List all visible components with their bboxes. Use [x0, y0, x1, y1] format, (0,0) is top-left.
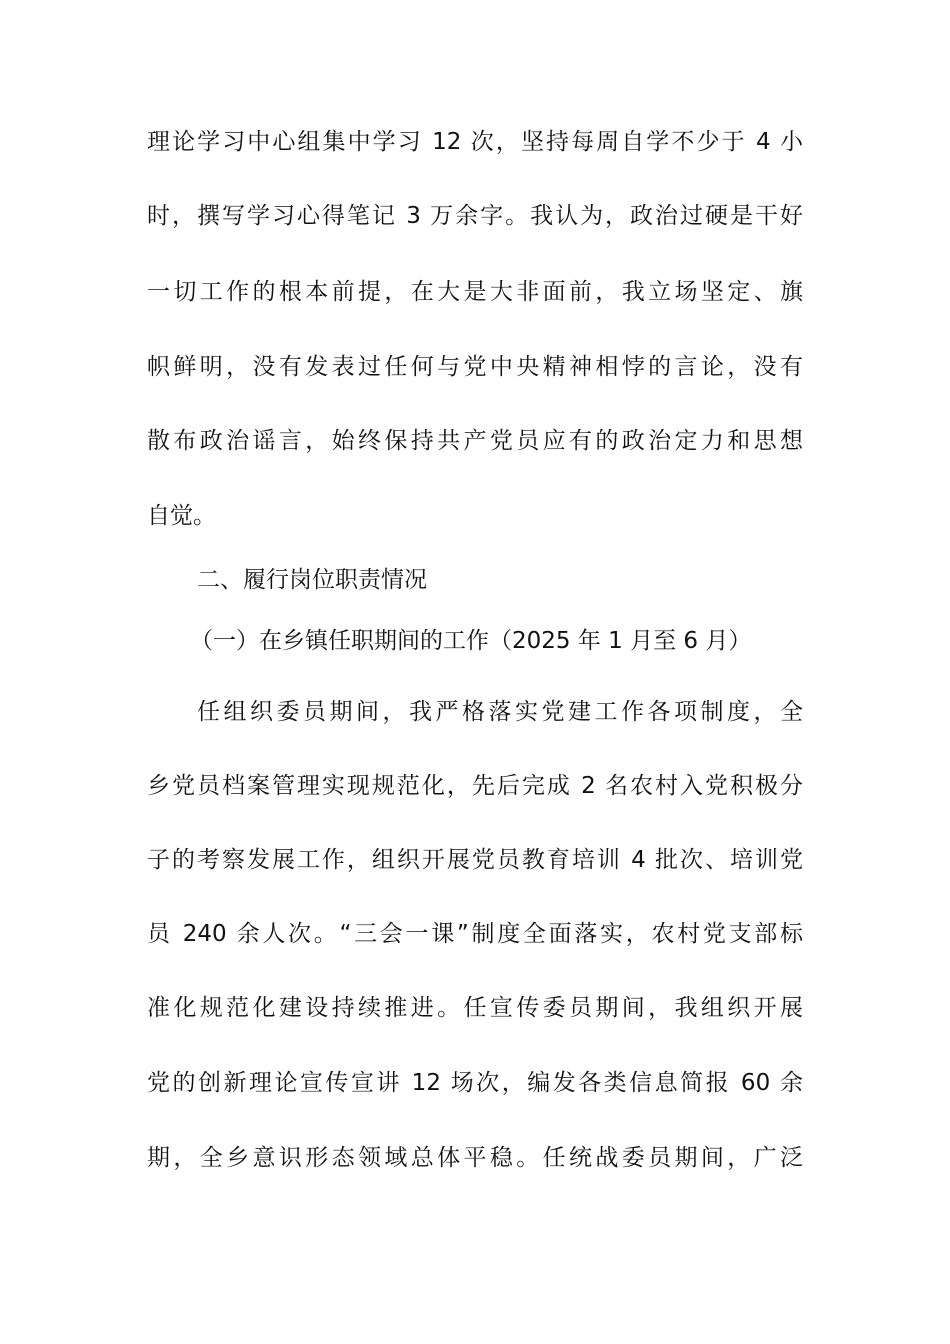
- paragraph-line: 期，全乡意识形态领域总体平稳。任统战委员期间，广泛: [147, 1145, 803, 1171]
- section-heading: 二、履行岗位职责情况: [197, 567, 427, 593]
- subsection-heading: （一）在乡镇任职期间的工作（2025 年 1 月至 6 月）: [190, 628, 752, 654]
- paragraph-line: 员 240 余人次。“三会一课”制度全面落实，农村党支部标: [147, 921, 803, 947]
- paragraph-line: 准化规范化建设持续推进。任宣传委员期间，我组织开展: [147, 995, 803, 1021]
- paragraph-line: 一切工作的根本前提，在大是大非面前，我立场坚定、旗: [147, 279, 803, 305]
- paragraph-line: 帜鲜明，没有发表过任何与党中央精神相悖的言论，没有: [147, 354, 803, 380]
- paragraph-line: 党的创新理论宣传宣讲 12 场次，编发各类信息简报 60 余: [147, 1070, 803, 1096]
- paragraph-line: 乡党员档案管理实现规范化，先后完成 2 名农村入党积极分: [147, 773, 803, 799]
- paragraph-line: 自觉。: [147, 503, 216, 529]
- paragraph-line: 理论学习中心组集中学习 12 次，坚持每周自学不少于 4 小: [147, 129, 803, 155]
- paragraph-line: 任组织委员期间，我严格落实党建工作各项制度，全: [197, 699, 803, 725]
- paragraph-line: 散布政治谣言，始终保持共产党员应有的政治定力和思想: [147, 428, 803, 454]
- paragraph-line: 时，撰写学习心得笔记 3 万余字。我认为，政治过硬是干好: [147, 203, 803, 229]
- paragraph-line: 子的考察发展工作，组织开展党员教育培训 4 批次、培训党: [147, 847, 803, 873]
